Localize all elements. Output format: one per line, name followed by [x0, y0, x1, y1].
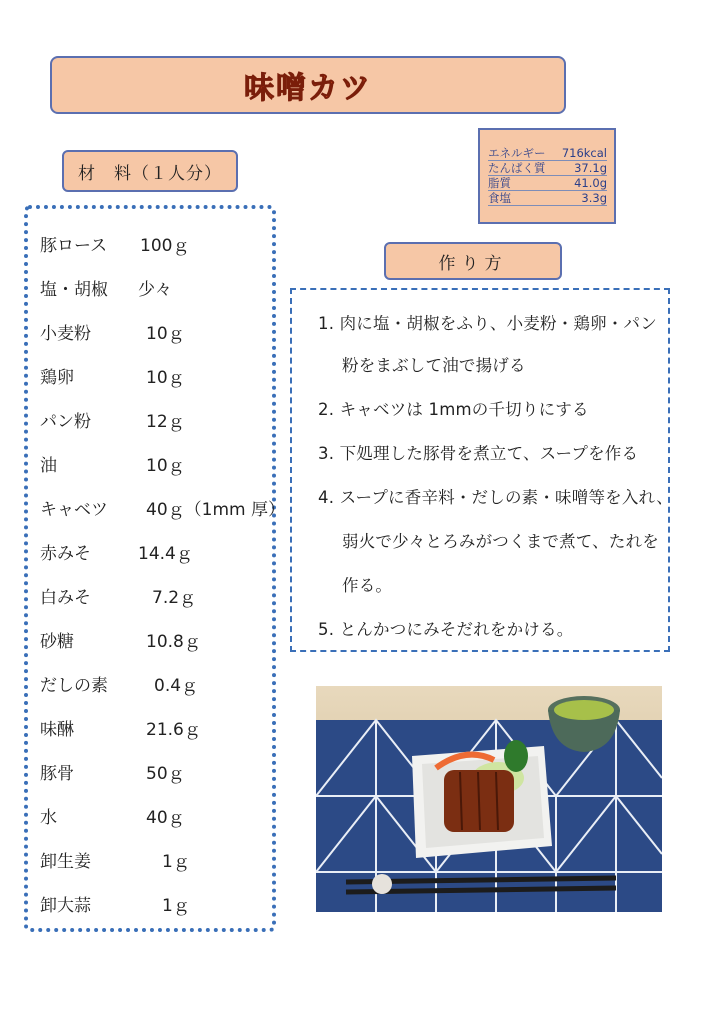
- method-steps: [290, 288, 673, 652]
- step-4-line-3: 作る。: [342, 576, 393, 595]
- ingredient-row: 卸大蒜 1ｇ: [40, 896, 190, 916]
- ingredient-row: 砂糖 10.8ｇ: [40, 632, 201, 652]
- ingredient-row: 味醂 21.6ｇ: [40, 720, 201, 740]
- ingredient-row: 豚骨 50ｇ: [40, 764, 185, 784]
- nutrition-row: エネルギー 716kcal: [488, 146, 607, 160]
- step-4-line-1: 4. スープに香辛料・だしの素・味噌等を入れ、: [318, 488, 673, 507]
- ingredient-row: 水 40ｇ: [40, 808, 185, 828]
- step-2: 2. キャベツは 1mmの千切りにする: [318, 400, 589, 419]
- nutrition-row: 脂質 41.0g: [488, 176, 607, 190]
- method-header: 作り方: [384, 242, 562, 280]
- ingredient-row: 豚ロース 100ｇ: [40, 236, 190, 256]
- ingredients-header: 材 料（１人分）: [62, 150, 238, 192]
- nutrition-box: [478, 128, 616, 224]
- ingredient-row: 小麦粉 10ｇ: [40, 324, 185, 344]
- ingredient-row: 油 10ｇ: [40, 456, 185, 476]
- step-1-line-1: 1. 肉に塩・胡椒をふり、小麦粉・鶏卵・パン: [318, 314, 657, 333]
- ingredient-row: 白みそ 7.2ｇ: [40, 588, 197, 608]
- nutrition-row: 食塩 3.3g: [488, 191, 607, 205]
- nutrition-row: たんぱく質 37.1g: [488, 161, 607, 175]
- ingredient-row: 赤みそ 14.4ｇ: [40, 544, 193, 564]
- dish-photo-illustration: [316, 686, 662, 912]
- step-3: 3. 下処理した豚骨を煮立て、スープを作る: [318, 444, 639, 463]
- ingredient-row: 卸生姜 1ｇ: [40, 852, 190, 872]
- ingredients-list: [24, 205, 285, 932]
- step-4-line-2: 弱火で少々とろみがつくまで煮て、たれを: [342, 532, 659, 551]
- recipe-title: 味噌カツ: [244, 71, 372, 106]
- step-1-line-2: 粉をまぶして油で揚げる: [342, 356, 526, 375]
- ingredient-row: 鶏卵 10ｇ: [40, 368, 185, 388]
- ingredient-row: キャベツ 40ｇ（1mm 厚）: [40, 500, 285, 520]
- title-banner: [50, 56, 566, 114]
- ingredient-row: パン粉 12ｇ: [40, 412, 185, 432]
- ingredient-row: だしの素 0.4ｇ: [40, 676, 199, 696]
- ingredient-row: 塩・胡椒 少々: [40, 280, 172, 300]
- step-5: 5. とんかつにみそだれをかける。: [318, 620, 574, 639]
- dish-photo: [316, 686, 662, 912]
